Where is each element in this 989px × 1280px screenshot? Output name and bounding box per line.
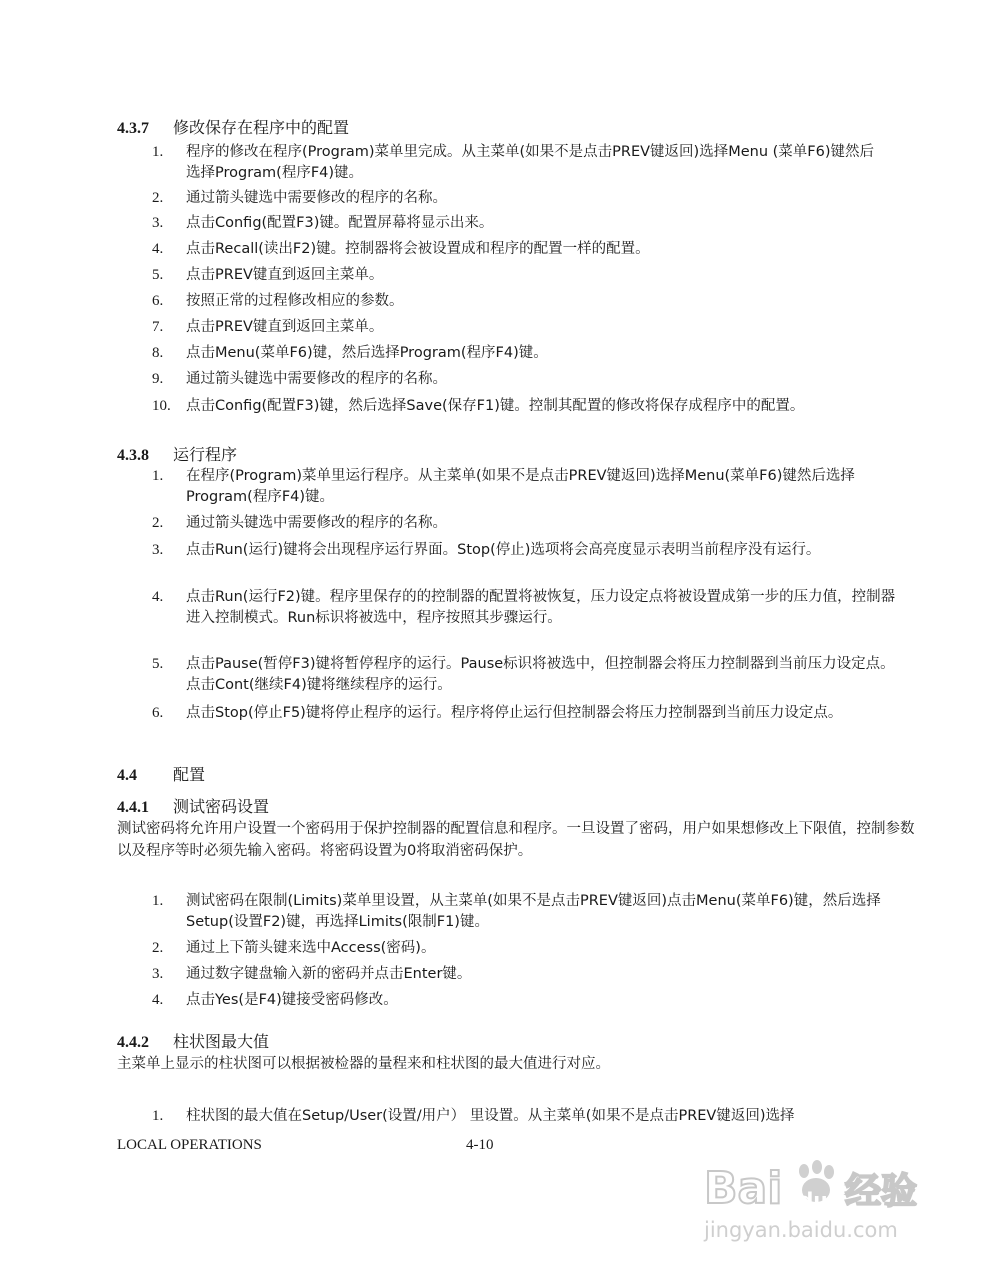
- watermark-url-text: jingyan.baidu.com: [704, 1218, 898, 1242]
- list-item: 2. 通过箭头键选中需要修改的程序的名称。: [152, 515, 447, 531]
- list-item: 1. 测试密码在限制(Limits)菜单里设置，从主菜单(如果不是点击PREV键返回)点击Menu(菜单F6)键，然后选择Setup(设置F2)键，再选择Limits(限制F1)键。: [152, 893, 881, 930]
- list-item: 3. 点击Run(运行)键将会出现程序运行界面。Stop(停止)选项将会高亮度显示表明当前程序没有运行。: [152, 542, 821, 558]
- list-item: 2. 通过上下箭头键来选中Access(密码)。: [152, 940, 436, 956]
- list-item: 1. 程序的修改在程序(Program)菜单里完成。从主菜单(如果不是点击PREV键返回)选择Menu (菜单F6)键然后选择Program(程序F4)键。: [152, 144, 875, 181]
- list-item: 9. 通过箭头键选中需要修改的程序的名称。: [152, 371, 447, 387]
- list-item: 5. 点击Pause(暂停F3)键将暂停程序的运行。Pause标识将被选中，但控制器会将压力控制器到当前压力设定点。点击Cont(继续F4)键将继续程序的运行。: [152, 656, 895, 693]
- list-item: 10. 点击Config(配置F3)键，然后选择Save(保存F1)键。控制其配置的修改将保存成程序中的配置。: [152, 398, 805, 414]
- list-item: 6. 点击Stop(停止F5)键将停止程序的运行。程序将停止运行但控制器会将压力控制器到当前压力设定点。: [152, 705, 843, 721]
- list-item: 5. 点击PREV键直到返回主菜单。: [152, 267, 384, 283]
- list-item: 1. 柱状图的最大值在Setup/User(设置/用户） 里设置。从主菜单(如果不是点击PREV键返回)选择: [152, 1108, 795, 1124]
- list-item: 7. 点击PREV键直到返回主菜单。: [152, 319, 384, 335]
- watermark-logo-svg: [700, 1145, 950, 1250]
- footer-page-number: 4-10: [466, 1137, 494, 1153]
- list-item: 4. 点击Yes(是F4)键接受密码修改。: [152, 992, 398, 1008]
- watermark-brand-text: Bai: [704, 1163, 783, 1214]
- section-heading-4-3-7: 4.3.7 修改保存在程序中的配置: [117, 118, 350, 137]
- list-item: 8. 点击Menu(菜单F6)键，然后选择Program(程序F4)键。: [152, 345, 548, 361]
- paragraph-bargraph-intro: 主菜单上显示的柱状图可以根据被检器的量程来和柱状图的最大值进行对应。: [117, 1056, 610, 1072]
- section-heading-4-4: 4.4 配置: [117, 765, 206, 784]
- list-item: 1. 在程序(Program)菜单里运行程序。从主菜单(如果不是点击PREV键返回)选择Menu(菜单F6)键然后选择Program(程序F4)键。: [152, 468, 855, 505]
- paragraph-password-intro: 测试密码将允许用户设置一个密码用于保护控制器的配置信息和程序。一旦设置了密码，用户如果想修改上下限值，控制参数以及程序等时必须先输入密码。将密码设置为0将取消密码保护。: [117, 821, 915, 859]
- list-item: 4. 点击Run(运行F2)键。程序里保存的的控制器的配置将被恢复，压力设定点将被设置成第一步的压力值，控制器进入控制模式。Run标识将被选中，程序按照其步骤运行。: [152, 589, 896, 626]
- list-item: 6. 按照正常的过程修改相应的参数。: [152, 293, 404, 309]
- list-item: 3. 通过数字键盘输入新的密码并点击Enter键。: [152, 966, 472, 982]
- list-item: 2. 通过箭头键选中需要修改的程序的名称。: [152, 190, 447, 206]
- section-heading-4-4-1: 4.4.1 测试密码设置: [117, 797, 270, 816]
- watermark-brand-text-2: du: [799, 1188, 828, 1212]
- footer-chapter-title: LOCAL OPERATIONS: [117, 1137, 262, 1153]
- watermark-cn-text: 经验: [845, 1171, 918, 1212]
- section-heading-4-3-8: 4.3.8 运行程序: [117, 445, 238, 464]
- list-item: 4. 点击Recall(读出F2)键。控制器将会被设置成和程序的配置一样的配置。: [152, 241, 650, 257]
- baidu-jingyan-watermark: [700, 1145, 950, 1250]
- section-heading-4-4-2: 4.4.2 柱状图最大值: [117, 1032, 270, 1051]
- list-item: 3. 点击Config(配置F3)键。配置屏幕将显示出来。: [152, 215, 494, 231]
